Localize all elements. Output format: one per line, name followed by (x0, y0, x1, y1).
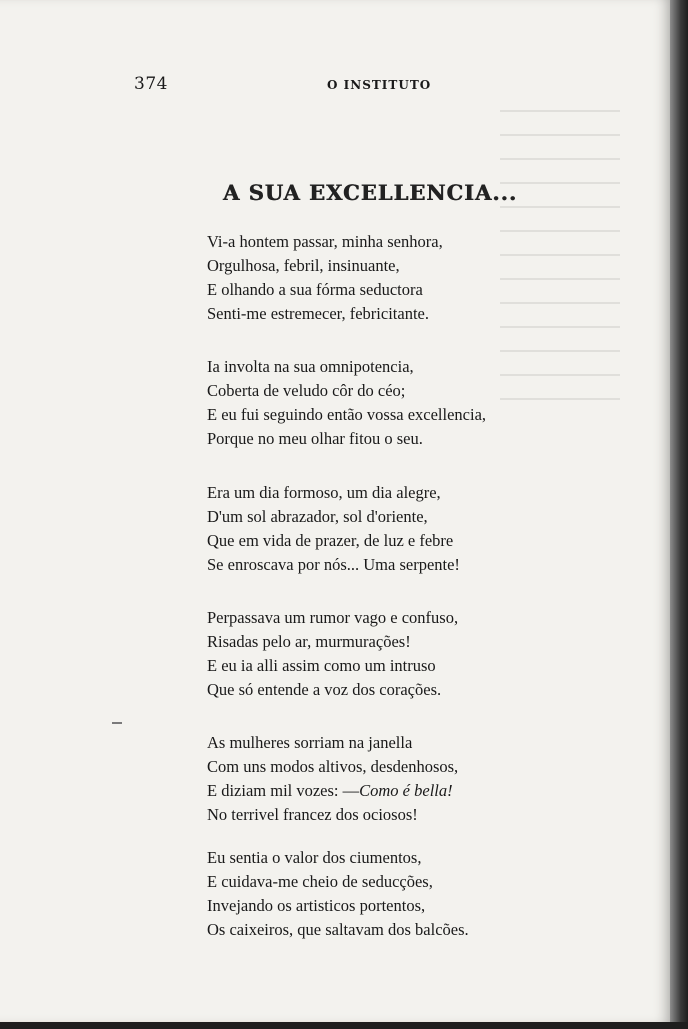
poem-title: A SUA EXCELLENCIA... (222, 180, 518, 205)
verse-line: E eu fui seguindo então vossa excellencia, (207, 405, 487, 424)
verse-line: Que em vida de prazer, de luz e febre (207, 531, 454, 550)
italic-phrase: Como é bella! (359, 781, 453, 800)
stanza-2 (207, 355, 486, 451)
verse-line: Com uns modos altivos, desdenhosos, (207, 757, 459, 776)
stanza-4 (207, 606, 458, 702)
verse-line: E cuidava-me cheio de seducções, (207, 872, 433, 891)
page-bottom-edge (0, 1022, 688, 1029)
verse-line: Orgulhosa, febril, insinuante, (207, 256, 400, 275)
verse-line: Perpassava um rumor vago e confuso, (207, 608, 459, 627)
verse-line: Coberta de veludo côr do céo; (207, 381, 406, 400)
verse-line: E olhando a sua fórma seductora (207, 280, 423, 299)
verse-line: E eu ia alli assim como um intruso (207, 656, 436, 675)
verse-line (207, 779, 458, 803)
verse-line: As mulheres sorriam na janella (207, 733, 413, 752)
page-edge-shadow (670, 0, 688, 1029)
verse-line: D'um sol abrazador, sol d'oriente, (207, 507, 428, 526)
margin-mark (112, 722, 122, 724)
verse-line: Vi-a hontem passar, minha senhora, (207, 232, 443, 251)
running-head: O INSTITUTO (327, 78, 432, 92)
verse-line-text: E diziam mil vozes: — (207, 781, 360, 800)
page-number: 374 (134, 74, 168, 94)
stanza-3 (207, 481, 460, 577)
stanza-5 (207, 731, 458, 827)
verse-line: Risadas pelo ar, murmurações! (207, 632, 411, 651)
stanza-6 (207, 846, 469, 942)
verse-line: Era um dia formoso, um dia alegre, (207, 483, 441, 502)
stanza-1 (207, 230, 443, 326)
verse-line: Porque no meu olhar fitou o seu. (207, 429, 423, 448)
verse-line: No terrivel francez dos ociosos! (207, 805, 418, 824)
verse-line: Eu sentia o valor dos ciumentos, (207, 848, 422, 867)
verse-line: Senti-me estremecer, febricitante. (207, 304, 429, 323)
verse-line: Invejando os artisticos portentos, (207, 896, 426, 915)
verse-line: Os caixeiros, que saltavam dos balcões. (207, 920, 469, 939)
show-through-texture (500, 110, 620, 410)
verse-line: Ia involta na sua omnipotencia, (207, 357, 414, 376)
verse-line: Se enroscava por nós... Uma serpente! (207, 555, 460, 574)
verse-line: Que só entende a voz dos corações. (207, 680, 442, 699)
